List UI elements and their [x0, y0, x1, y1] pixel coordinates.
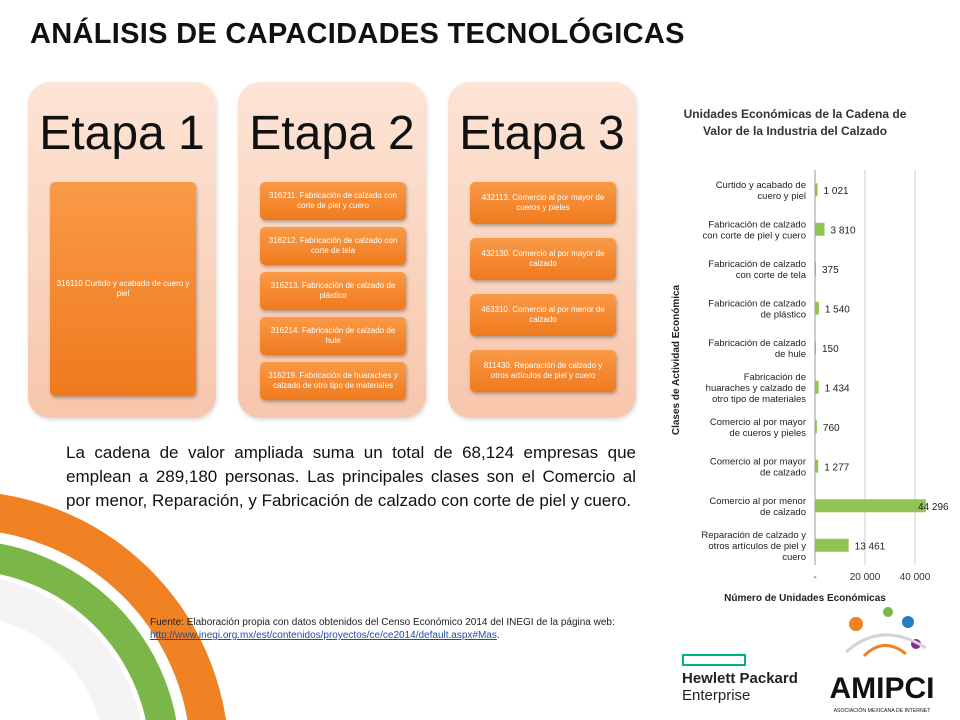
- stage-3-title: Etapa 3: [459, 107, 625, 160]
- category-label: huaraches y calzado de: [705, 382, 806, 394]
- data-label: 13 461: [854, 541, 886, 553]
- stage-2-panel: [238, 82, 426, 418]
- category-label: Fabricación de: [743, 371, 806, 383]
- category-label: con corte de tela: [735, 269, 806, 281]
- stage-3-panel: [448, 82, 636, 418]
- stage-3-item: 811430. Reparación de calzado y otros artículos de piel y cuero: [470, 350, 616, 392]
- category-label: Fabricación de calzado: [708, 298, 806, 310]
- x-tick-label: 40 000: [899, 572, 931, 583]
- category-label: de calzado: [760, 506, 806, 518]
- bar: [815, 420, 817, 433]
- stage-2-item: 316212. Fabricación de calzado con corte de tela: [260, 227, 406, 265]
- data-label: 1 021: [823, 185, 849, 197]
- data-label: 760: [822, 422, 840, 434]
- category-label: con corte de piel y cuero: [702, 230, 806, 242]
- bar: [815, 381, 819, 394]
- data-label: 44 296: [918, 501, 949, 513]
- stage-2-item: 316211. Fabricación de calzado con corte de piel y cuero: [260, 182, 406, 220]
- bar-chart: [660, 160, 960, 610]
- summary-paragraph: La cadena de valor ampliada suma un total de 68,124 empresas que emplean a 289,180 personas. Las principales clases son el Comercio al por menor, Reparación, y Fabricación de calzado con corte de piel y cuero.: [66, 443, 636, 510]
- category-label: Fabricación de calzado: [708, 337, 806, 349]
- stage-1-title: Etapa 1: [39, 107, 205, 160]
- bar: [815, 183, 818, 196]
- x-tick-label: -: [813, 572, 817, 583]
- category-label: Fabricación de calzado: [708, 258, 806, 270]
- x-axis-title: Número de Unidades Económicas: [724, 593, 886, 604]
- category-label: cuero: [782, 551, 806, 563]
- data-label: 3 810: [830, 225, 856, 237]
- stage-3-item: 432130. Comercio al por mayor de calzado: [470, 238, 616, 280]
- category-label: Curtido y acabado de: [715, 179, 806, 191]
- bar: [815, 341, 816, 354]
- bar: [815, 262, 816, 275]
- stage-2-title: Etapa 2: [249, 107, 415, 160]
- stage-2-item: 316213. Fabricación de calzado de plástico: [260, 272, 406, 310]
- y-axis-title: Clases de Actividad Económica: [671, 284, 682, 436]
- page-title: ANÁLISIS DE CAPACIDADES TECNOLÓGICAS: [30, 18, 685, 50]
- stage-3-item: 432113. Comercio al por mayor de cueros y pieles: [470, 182, 616, 224]
- bar: [815, 499, 926, 512]
- category-label: de cueros y pieles: [729, 427, 806, 439]
- amipci-wordmark: AMIPCI: [829, 672, 935, 705]
- category-label: de hule: [774, 348, 806, 360]
- category-label: de plástico: [760, 309, 806, 321]
- category-label: cuero y piel: [757, 190, 806, 202]
- hpe-logo-line2: Enterprise: [682, 687, 751, 704]
- category-label: Comercio al por menor: [709, 495, 806, 507]
- category-label: Comercio al por mayor: [709, 456, 806, 468]
- source-note: [150, 616, 615, 642]
- data-label: 1 277: [824, 462, 850, 474]
- data-label: 375: [822, 264, 839, 276]
- category-label: otro tipo de materiales: [712, 393, 806, 405]
- category-label: Fabricación de calzado: [708, 219, 806, 231]
- source-text: Fuente: Elaboración propia con datos obtenidos del Censo Económico 2014 del INEGI de la página web:: [150, 617, 615, 628]
- category-label: de calzado: [760, 467, 806, 479]
- stage-2-item: 316214. Fabricación de calzado de hule: [260, 317, 406, 355]
- stage-1-panel: [28, 82, 216, 418]
- amipci-logo: [826, 602, 938, 718]
- data-label: 1 540: [824, 304, 850, 316]
- stage-1-item: 316110 Curtido y acabado de cuero y piel: [50, 182, 196, 396]
- amipci-tagline: ASOCIACIÓN MEXICANA DE INTERNET: [833, 708, 931, 714]
- hpe-logo: [682, 670, 798, 704]
- hpe-logo-line1: Hewlett Packard: [682, 670, 798, 687]
- stage-3-item: 463310. Comercio al por menor de calzado: [470, 294, 616, 336]
- hpe-logo-icon: [682, 654, 746, 666]
- bar: [815, 302, 819, 315]
- bar: [815, 223, 825, 236]
- category-label: otros artículos de piel y: [708, 540, 806, 552]
- data-label: 150: [822, 343, 839, 355]
- source-link[interactable]: http://www.inegi.org.mx/est/contenidos/proyectos/ce/ce2014/default.aspx#Mas: [150, 630, 497, 641]
- chart-title: Unidades Económicas de la Cadena de Valor de la Industria del Calzado: [683, 107, 907, 138]
- category-label: Reparación de calzado y: [701, 529, 806, 541]
- x-tick-label: 20 000: [849, 572, 881, 583]
- source-suffix: .: [496, 630, 500, 641]
- bar: [815, 539, 849, 552]
- data-label: 1 434: [824, 383, 850, 395]
- category-label: Comercio al por mayor: [709, 416, 806, 428]
- bar: [815, 460, 818, 473]
- stage-2-item: 316219. Fabricación de huaraches y calzado de otro tipo de materiales: [260, 362, 406, 400]
